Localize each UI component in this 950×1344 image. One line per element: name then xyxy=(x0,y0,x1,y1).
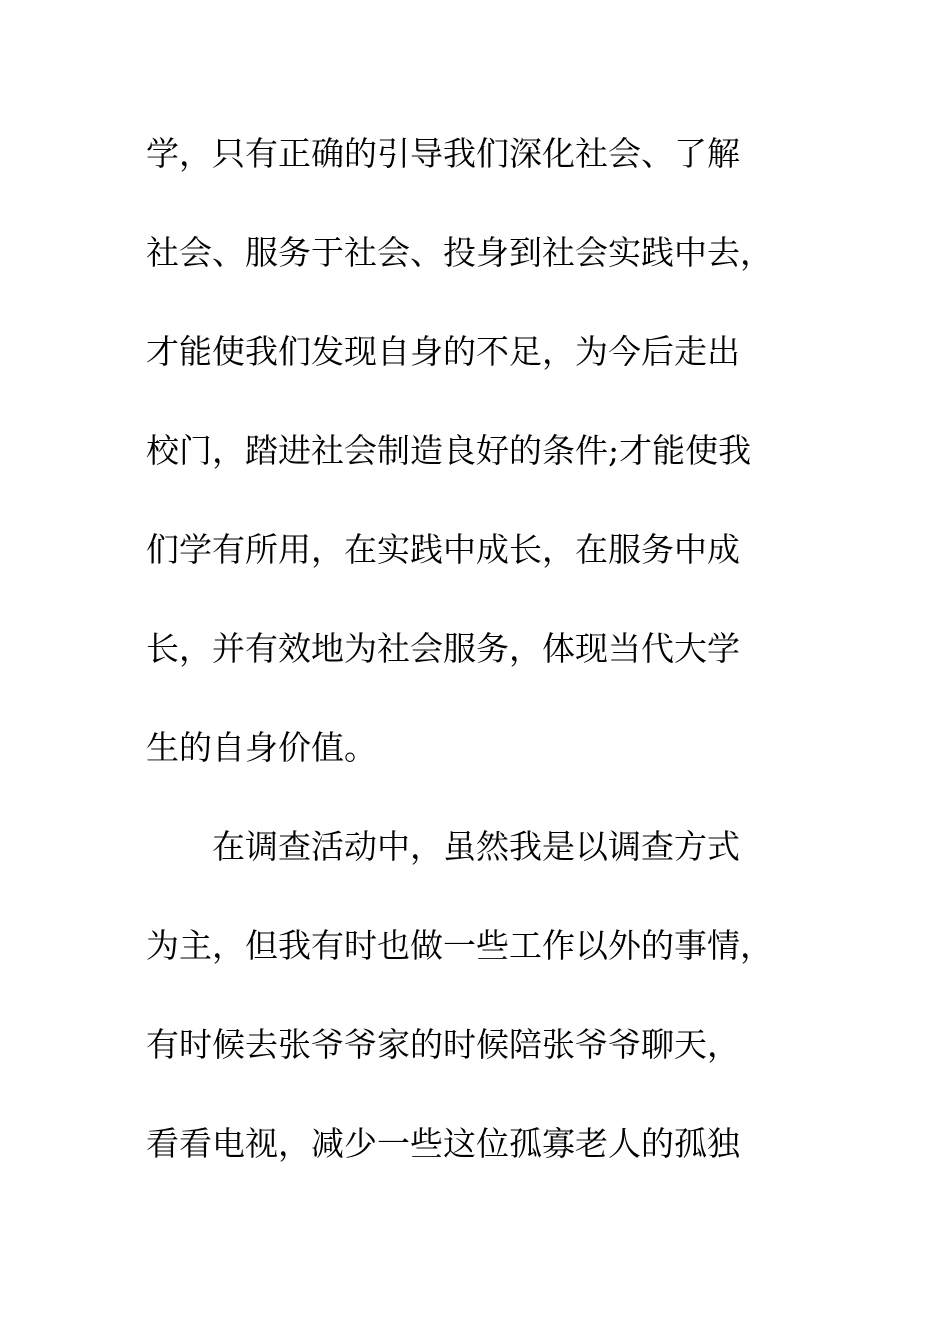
text-line: 才能使我们发现自身的不足，为今后走出 xyxy=(146,332,740,371)
text-line: 生的自身价值。 xyxy=(146,728,377,767)
body-text xyxy=(146,122,806,1211)
text-line: 长，并有效地为社会服务，体现当代大学 xyxy=(146,629,740,668)
text-line: 有时候去张爷爷家的时候陪张爷爷聊天， xyxy=(146,1025,740,1064)
text-line: 社会、服务于社会、投身到社会实践中去， xyxy=(146,233,773,272)
text-line: 校门，踏进社会制造良好的条件;才能使我 xyxy=(146,431,752,470)
text-line: 学，只有正确的引导我们深化社会、了解 xyxy=(146,134,740,173)
text-line: 为主，但我有时也做一些工作以外的事情， xyxy=(146,926,773,965)
paragraph-start-line: 在调查活动中，虽然我是以调查方式 xyxy=(212,827,740,866)
text-line: 们学有所用，在实践中成长，在服务中成 xyxy=(146,530,740,569)
text-line: 看看电视，减少一些这位孤寡老人的孤独 xyxy=(146,1124,740,1163)
